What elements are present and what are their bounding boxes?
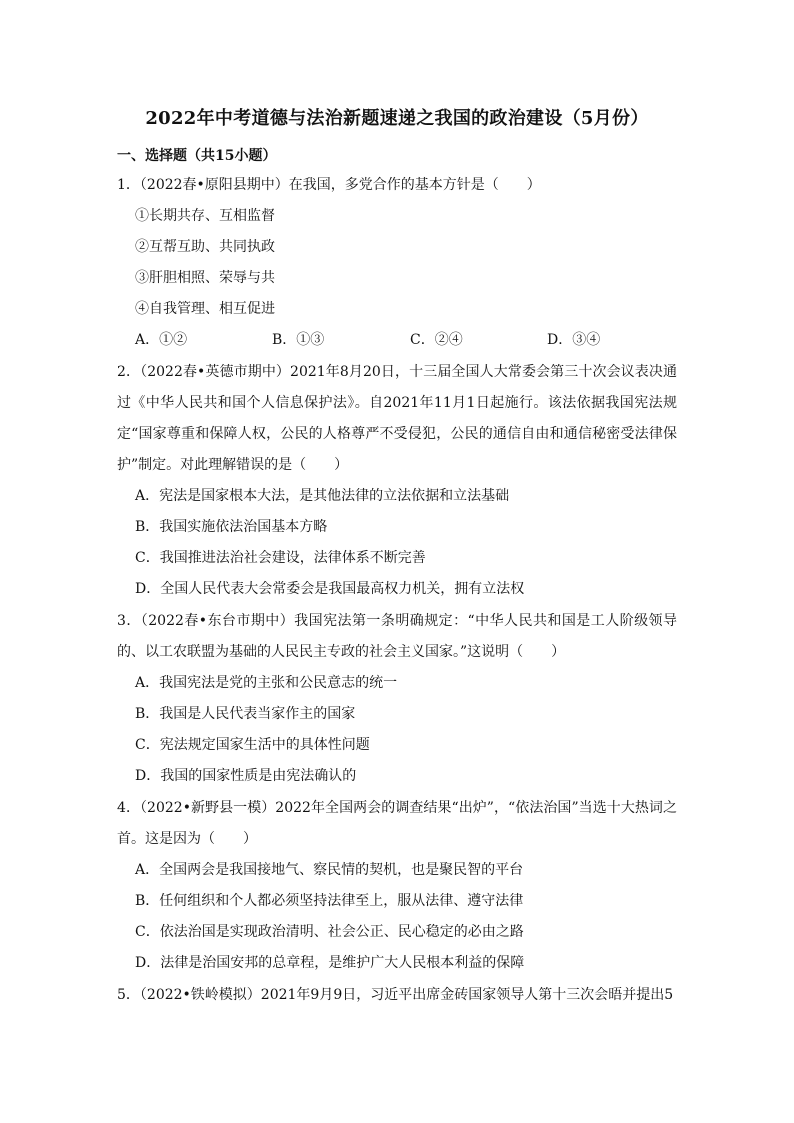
question-1-item-4: ④自我管理、相互促进	[135, 301, 275, 317]
question-2-stem: 2．（2022春•英德市期中）2021年8月20日，十三届全国人大常委会第三十次会议表决通过《中华人民共和国个人信息保护法》。自2021年11月1日起施行。该法依据我国宪法规定“国家尊重和保障人权，公民的人格尊严不受侵犯，公民的通信自由和通信秘密受法律保护”制定。对此理解错误的是（ ）	[117, 364, 677, 473]
question-1-item-3: ③肝胆相照、荣辱与共	[135, 270, 275, 286]
question-4-stem: 4．（2022•新野县一模）2022年全国两会的调查结果“出炉”，“依法治国”当选十大热词之首。这是因为（ ）	[117, 800, 677, 847]
question-5-stem: 5．（2022•铁岭模拟）2021年9月9日，习近平出席金砖国家领导人第十三次会晤并提出5	[117, 987, 674, 1003]
page-title: 2022年中考道德与法治新题速递之我国的政治建设（5月份）	[145, 108, 649, 129]
question-2-option-d: D．全国人民代表大会常委会是我国最高权力机关，拥有立法权	[135, 581, 525, 597]
question-4-option-a: A．全国两会是我国接地气、察民情的契机，也是聚民智的平台	[135, 862, 524, 878]
question-1-stem: 1．（2022春•原阳县期中）在我国，多党合作的基本方针是（ ）	[117, 177, 541, 193]
question-3-option-b: B．我国是人民代表当家作主的国家	[135, 706, 356, 722]
question-3-option-a: A．我国宪法是党的主张和公民意志的统一	[135, 675, 398, 691]
question-1-choice-c: C．②④	[410, 332, 463, 348]
question-3-option-c: C．宪法规定国家生活中的具体性问题	[135, 737, 370, 753]
question-2-option-a: A．宪法是国家根本大法，是其他法律的立法依据和立法基础	[135, 488, 510, 504]
question-1-item-1: ①长期共存、互相监督	[135, 208, 275, 224]
question-1-choice-a: A．①②	[135, 332, 188, 348]
question-1-choice-b: B．①③	[272, 332, 325, 348]
question-1-choice-d: D．③④	[547, 332, 601, 348]
question-2-option-b: B．我国实施依法治国基本方略	[135, 519, 328, 535]
question-1-item-2: ②互帮互助、共同执政	[135, 239, 275, 255]
question-3-stem: 3．（2022春•东台市期中）我国宪法第一条明确规定：“中华人民共和国是工人阶级领导的、以工农联盟为基础的人民民主专政的社会主义国家。”这说明（ ）	[117, 613, 677, 660]
section-heading: 一、选择题（共15小题）	[117, 148, 277, 164]
question-3-option-d: D．我国的国家性质是由宪法确认的	[135, 768, 357, 784]
question-4-option-d: D．法律是治国安邦的总章程，是维护广大人民根本利益的保障	[135, 955, 525, 971]
question-4-option-c: C．依法治国是实现政治清明、社会公正、民心稳定的必由之路	[135, 924, 524, 940]
question-2-option-c: C．我国推进法治社会建设，法律体系不断完善	[135, 550, 426, 566]
question-4-option-b: B．任何组织和个人都必须坚持法律至上，服从法律、遵守法律	[135, 893, 524, 909]
